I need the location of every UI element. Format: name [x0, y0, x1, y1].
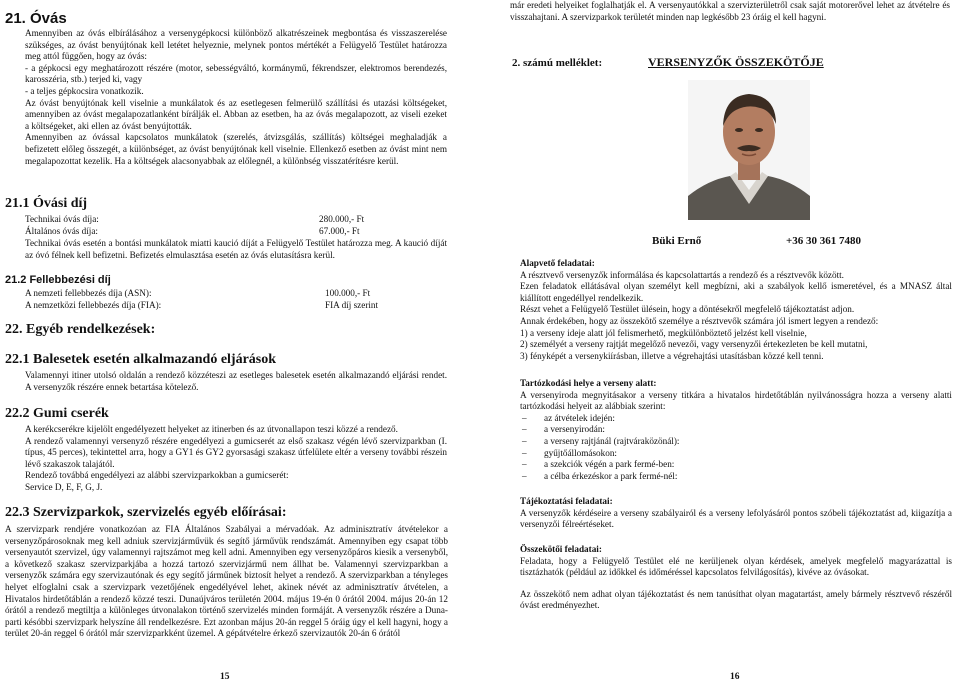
gumi-par3: Rendező továbbá engedélyezi az alábbi szervizparkokban a gumicserét: — [25, 470, 289, 481]
ovas-list-1: - a gépkocsi egy meghatározott részére (motor, sebességváltó, kormánymű, fékrendszer, elektromos berendezés, karosszéria, stb.) terjed ki, vagy — [25, 62, 447, 85]
list-item: – a szekciók végén a park fermé-ben: — [520, 459, 952, 471]
appeal1-label: A nemzeti fellebbezés díja (ASN): — [25, 288, 152, 298]
alap-list-2: 2) személyét a verseny rajtját megelőző nevezői, vagy versenyzői értekezleten be kell mutatni, — [520, 339, 868, 350]
alap-list-1: 1) a verseny ideje alatt jól felismerhető, megkülönböztető jelzést kell viselnie, — [520, 327, 807, 338]
fee1-label: Technikai óvás díja: — [25, 214, 99, 224]
alap-title: Alapvető feladatai: — [520, 258, 595, 268]
ovas-par1: Amennyiben az óvás elbírálásához a versenygépkocsi különböző alkatrészeinek megbontása és visszaszerelése szükséges, az óvást benyújtónak kell letétet helyeznie, melynek pontos mértékét a Felügyelő Testület határozza meg attól függően, hogy az óvás: — [25, 28, 447, 62]
gumi-text — [25, 424, 447, 494]
section-22-2-heading: 22.2 Gumi cserék — [5, 406, 109, 421]
ossz-par2: Az összekötő nem adhat olyan tájékoztatást és nem tanúsíthat olyan magatartást, amely bármely résztvevő részéről óvást eredményezhet. — [520, 588, 952, 611]
szervizpark-text: A szervizpark rendjére vonatkozóan az FIA Általános Szabályai a mérvadóak. Az adminisztratív átvételekor a versenyzőpárosoknak meg kell adniuk szervizjárművük és segítő járművük rendszámát. Amennyiben egy csapat több versenyautót szervizel, úgy valamennyi rajtszámot meg kell adni. Amennyiben egy versenyzőpáros kiesik a versenyből, a következő szakasz szervizparkjába a hozzá tartozó szervizjármű nem állhat be. Valamennyi szervizparkban a versenyzők számára egy szervizautónak és egy segítő járműnek biztosít helyet a rendező. A szervizparkban a tényleges helyet elfoglalni csak a szervizpark vezetőjének engedélyével lehet, akinek névét az adminisztratív átvételen, a Hivatalos hirdetőtáblán a rendező közzé teszi. Dunaújváros területén 2004. május 19-én 0 órától 2004. május 20-án 12 órától a rendező megtiltja a különleges útvonalakon történő szervizelés minden formáját. A versenyzők részére a Duna-parti késóbbi szervizpark helyszíne áll rendelkezésre. Ezt azonban május 20-án reggel 5 óráig úgy el kell hagyni, hogy a terület 20-án reggel 6 órától már szervizparkként üzemel. A gépátvételre érkező szervizautók 20-án 6 órától — [5, 524, 448, 639]
list-item: – a versenyirodán: — [520, 424, 952, 436]
appeal2-label: A nemzetközi fellebbezés díja (FIA): — [25, 300, 162, 310]
list-item: – az átvételek idején: — [520, 413, 952, 425]
contact-phone: +36 30 361 7480 — [786, 235, 862, 247]
alap-list-3: 3) fényképét a versenykiírásban, illetve a végrehajtási utasításban közzé kell tenni. — [520, 350, 824, 361]
section-22-heading: 22. Egyéb rendelkezések: — [5, 322, 156, 337]
section-22-1-heading: 22.1 Balesetek esetén alkalmazandó eljárások — [5, 352, 277, 367]
alap-par3: Részt vehet a Felügyelő Testület ülésein, hogy a döntésekről megfelelő tájékoztatást adjon. — [520, 304, 855, 315]
section-21-2-heading: 21.2 Fellebbezési díj — [5, 274, 111, 286]
list-item: – a verseny rajtjánál (rajtváraközönál): — [520, 436, 952, 448]
ovas-list-2: - a teljes gépkocsira vonatkozik. — [25, 85, 144, 96]
annex-title: VERSENYZŐK ÖSSZEKÖTŐJE — [648, 55, 824, 69]
alap-par1: A résztvevő versenyzők informálása és kapcsolattartás a rendező és a résztvevők között. — [520, 269, 844, 280]
fee2-value: 67.000,- Ft — [319, 226, 360, 236]
balesetek-text: Valamennyi itiner utolsó oldalán a rendező közzéteszi az esetleges balesetek esetén alkalmazandó eljárási rendet. A versenyzők részére ennek betartása kötelező. — [25, 370, 447, 392]
ossz-section — [520, 544, 952, 612]
gumi-par2: A rendező valamennyi versenyző részére engedélyezi a gumicserét az első szakasz végén lévő szervizparkban (I. típus, 45 perces), tekintettel arra, hogy a GY1 és GY2 gyorsasági szakasz útfelülete eltér a verseny további részein lévő szakaszok talajától. — [25, 435, 447, 469]
alap-section — [520, 258, 952, 362]
ossz-title: Összekötői feladatai: — [520, 544, 602, 554]
ovas-par2: Az óvást benyújtónak kell viselnie a munkálatok és az esetlegesen felmerülő szállítási és utazási költségeket, amennyiben az óvást megalapozatlanként bírálják el. Abban az esetben, ha az óvás megalapozott, az viseli ezeket a költségeket, aki ellen az óvást benyújtották. — [25, 97, 447, 131]
taj-title: Tájékoztatási feladatai: — [520, 496, 613, 506]
tart-par1: A versenyiroda megnyitásakor a verseny titkára a hivatalos hirdetőtáblán nyilvánosságra hozza a verseny alatti tartózkodási helyeit az alábbiak szerint: — [520, 389, 952, 412]
taj-section — [520, 496, 952, 531]
tart-section — [520, 378, 952, 482]
page-right — [480, 0, 960, 684]
page-number-right: 16 — [730, 672, 740, 682]
ossz-par1: Feladata, hogy a Felügyelő Testület elé ne kerüljenek olyan kérdések, amelyek megfelelő magyarázattal is tisztázhatók (például az időkkel és időméréssel kapcsolatos felvilágosítás), kivéve az óvásokat. — [520, 555, 952, 578]
alap-par2: Ezen feladatok ellátásával olyan személyt kell megbízni, aki a szabályok kellő ismeretével, és a MNASZ által kiállított engedéllyel rendelkezik. — [520, 281, 952, 303]
section-22-3-heading: 22.3 Szervizparkok, szervizelés egyéb előírásai: — [5, 505, 287, 520]
appeal1-value: 100.000,- Ft — [325, 288, 371, 298]
gumi-par1: A kerékcserékre kijelölt engedélyezett helyeket az itinerben és az útvonallapon teszi közzé a rendező. — [25, 424, 398, 434]
list-item: – gyűjtőállomásokon: — [520, 448, 952, 460]
appeal2-value: FIA díj szerint — [325, 300, 379, 310]
list-item: – a célba érkezéskor a park fermé-nél: — [520, 471, 952, 483]
ovas-text — [25, 28, 447, 167]
tart-title: Tartózkodási helye a verseny alatt: — [520, 378, 657, 388]
contact-photo — [688, 80, 810, 220]
contact-name: Büki Ernő — [652, 235, 702, 247]
section-21-1-heading: 21.1 Óvási díj — [5, 196, 88, 211]
taj-par1: A versenyzők kérdéseire a verseny szabályairól és a verseny lefolyásáról pontos szóbeli tájékoztatást ad, kiigazítja a versenyzői félreértéseket. — [520, 507, 952, 530]
portrait-photo-image — [688, 80, 810, 220]
alap-par4: Annak érdekében, hogy az összekötő személye a résztvevők számára jól ismert legyen a rendező: — [520, 315, 879, 326]
annex-label: 2. számú melléklet: — [512, 57, 603, 69]
gumi-par4: Service D, E, F, G, J. — [25, 481, 103, 492]
fee1-value: 280.000,- Ft — [319, 214, 365, 224]
ovas-par3: Amennyiben az óvással kapcsolatos munkálatok (szerelés, átvizsgálás, szállítás) költségei meghaladják a befizetett előleg összegét, a különbséget, az óvást benyújtónak kell viselnie. Ellenkező esetben az óvást mint nem megalapozottat kezelik. Ha a költségek alacsonyabbak az előlegnél, a különbség visszatérítésre kerül. — [25, 132, 447, 166]
page-number-left: 15 — [220, 672, 230, 682]
tart-list — [520, 413, 952, 483]
fee2-label: Általános óvás díja: — [25, 226, 98, 236]
right-top-text: már eredeti helyeiket foglalhatják el. A versenyautókkal a szervizterületről csak saját motorerővel lehet az átvételre és visszahajtani. A szervizparkok területét minden nap legkésőbb 23 óráig el kell hagyni. — [510, 0, 950, 22]
section-21-heading: 21. Óvás — [5, 10, 67, 27]
fee-note: Technikai óvás esetén a bontási munkálatok miatti kaució díját a Felügyelő Testület határozza meg. A kaució díját az óvó félnek kell befizetni. Befizetés elmulasztása esetén az óvás elutasításra kerül. — [25, 238, 447, 260]
